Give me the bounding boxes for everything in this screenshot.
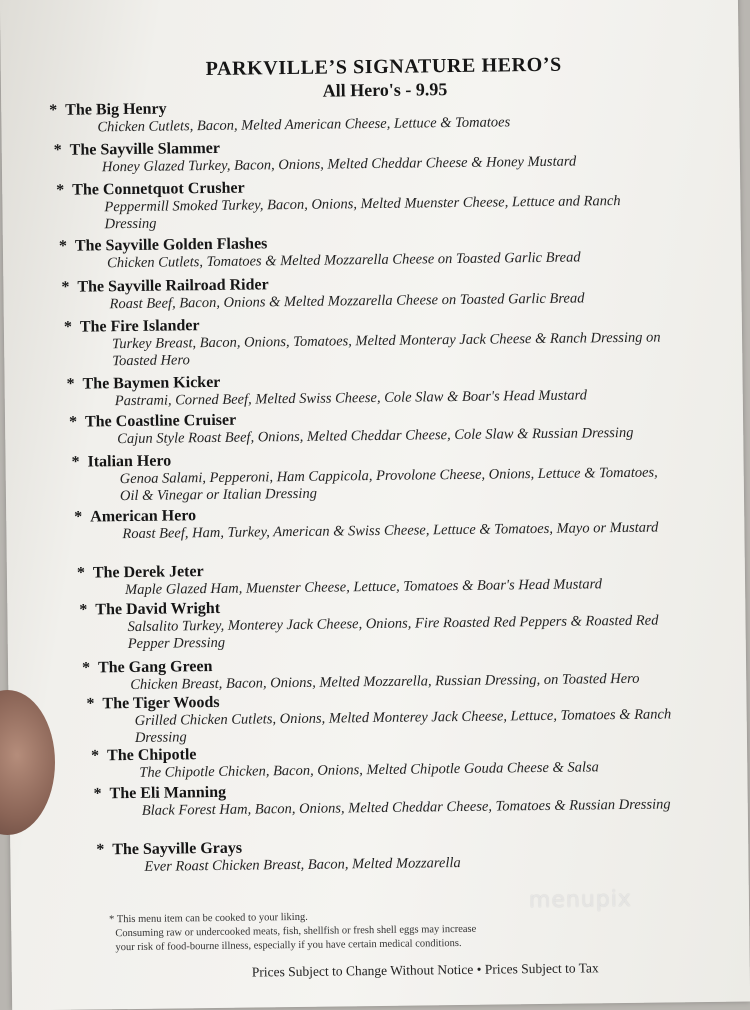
menu-item-description: Peppermill Smoked Turkey, Bacon, Onions, Melted Muenster Cheese, Lettuce and Ranch Dressing: [104, 192, 621, 233]
menu-notes: [109, 909, 476, 955]
menu-title: PARKVILLE’S SIGNATURE HERO’S: [205, 53, 562, 81]
menu-item-name: The Big Henry: [65, 100, 167, 119]
menu-item: [91, 740, 674, 782]
menu-item-name: The Gang Green: [97, 657, 213, 677]
menu-item-description: Black Forest Ham, Bacon, Onions, Melted Cheddar Cheese, Tomatoes & Russian Dressing: [141, 796, 671, 819]
asterisk-icon: *: [76, 564, 85, 582]
asterisk-icon: *: [68, 413, 78, 431]
menu-subtitle: All Hero's - 9.95: [322, 79, 448, 101]
menu-item-description: Chicken Cutlets, Bacon, Melted American Cheese, Lettuce & Tomatoes: [97, 114, 511, 136]
menu-item: [54, 134, 667, 176]
menu-item-description: Grilled Chicken Cutlets, Onions, Melted Monterey Jack Cheese, Lettuce, Tomatoes & Ranch Dressing: [134, 706, 672, 746]
menu-item: [74, 501, 671, 543]
menu-item-name: The David Wright: [95, 599, 221, 619]
menu-item-name: The Chipotle: [107, 746, 197, 765]
asterisk-icon: *: [58, 237, 68, 255]
menu-item-name: The Fire Islander: [79, 317, 200, 336]
menu-item-description: Roast Beef, Bacon, Onions & Melted Mozzarella Cheese on Toasted Garlic Bread: [109, 290, 585, 313]
asterisk-icon: *: [53, 141, 62, 159]
menu-item-name: The Baymen Kicker: [82, 373, 221, 393]
menu-item-name: The Sayville Grays: [112, 839, 243, 859]
note-line: * This menu item can be cooked to your liking.: [109, 911, 308, 926]
menu-item-description: Genoa Salami, Pepperoni, Ham Cappicola, Provolone Cheese, Onions, Lettuce & Tomatoes, Oil & Vinegar or Italian Dressing: [119, 464, 658, 505]
asterisk-icon: *: [71, 453, 80, 471]
asterisk-icon: *: [86, 695, 95, 713]
menu-item-name: The Sayville Slammer: [69, 139, 221, 159]
asterisk-icon: *: [66, 375, 75, 393]
menu-item-name: Italian Hero: [87, 452, 172, 471]
asterisk-icon: *: [63, 318, 72, 336]
menu-item-name: The Connetquot Crusher: [72, 179, 245, 199]
menu-item: [77, 557, 672, 599]
menu-item-description: Chicken Cutlets, Tomatoes & Melted Mozzarella Cheese on Toasted Garlic Bread: [107, 249, 581, 272]
note-line: your risk of food-bourne illness, especially if you have certain medical conditions.: [115, 937, 462, 954]
menu-item-name: The Sayville Railroad Rider: [77, 276, 269, 296]
asterisk-icon: *: [79, 601, 88, 619]
menu-item: [82, 652, 673, 694]
asterisk-icon: *: [81, 659, 91, 677]
menupix-watermark: menupix: [528, 886, 633, 914]
menu-item-description: Salsalito Turkey, Monterey Jack Cheese, Onions, Fire Roasted Red Peppers & Roasted Red Pepper Dressing: [127, 612, 659, 653]
menu-item-description: The Chipotle Chicken, Bacon, Onions, Melted Chipotle Gouda Cheese & Salsa: [139, 759, 599, 781]
menu-item-name: The Tiger Woods: [102, 693, 220, 713]
menu-item: [59, 230, 668, 272]
menu-item-description: Ever Roast Chicken Breast, Bacon, Melted Mozzarella: [144, 854, 461, 875]
menu-item: [96, 834, 675, 876]
asterisk-icon: *: [93, 785, 102, 803]
menu-item-name: The Sayville Golden Flashes: [74, 235, 268, 255]
menu-item: [49, 94, 666, 137]
menu-item-description: Turkey Breast, Bacon, Onions, Tomatoes, Melted Monteray Jack Cheese & Ranch Dressing on Toasted Hero: [112, 329, 661, 370]
menu-item-name: American Hero: [90, 507, 197, 526]
asterisk-icon: *: [61, 278, 70, 296]
menu-item-description: Pastrami, Corned Beef, Melted Swiss Cheese, Cole Slaw & Boar's Head Mustard: [114, 387, 588, 410]
menu-item-description: Maple Glazed Ham, Muenster Cheese, Lettuce, Tomatoes & Boar's Head Mustard: [125, 576, 603, 599]
menu-item-description: Roast Beef, Ham, Turkey, American & Swiss Cheese, Lettuce & Tomatoes, Mayo or Mustard: [122, 519, 659, 543]
menu-item: [71, 446, 671, 505]
asterisk-icon: *: [56, 181, 65, 199]
menu-item: [93, 778, 674, 820]
menu-item: [66, 368, 669, 410]
menu-item: [56, 174, 668, 233]
asterisk-icon: *: [91, 747, 100, 765]
menu-item-description: Chicken Breast, Bacon, Onions, Melted Mozzarella, Russian Dressing, on Toasted Hero: [130, 670, 640, 694]
note-line: Consuming raw or undercooked meats, fish, shellfish or fresh shell eggs may increase: [115, 923, 477, 940]
menu-item: [86, 688, 674, 747]
menu-item-description: Honey Glazed Turkey, Bacon, Onions, Melted Cheddar Cheese & Honey Mustard: [101, 153, 577, 176]
menu-item: [79, 594, 673, 653]
menu-item-name: The Coastline Cruiser: [84, 411, 237, 431]
asterisk-icon: *: [49, 101, 58, 119]
menu-item-description: Cajun Style Roast Beef, Onions, Melted Cheddar Cheese, Cole Slaw & Russian Dressing: [117, 424, 634, 448]
price-footer: Prices Subject to Change Without Notice • Prices Subject to Tax: [251, 960, 599, 980]
menu-item: [69, 406, 670, 448]
menu-item-name: The Eli Manning: [109, 783, 227, 803]
asterisk-icon: *: [96, 841, 105, 859]
menu-item: [64, 311, 670, 370]
menu-item: [61, 271, 668, 313]
asterisk-icon: *: [74, 508, 83, 526]
menu-item-name: The Derek Jeter: [92, 563, 204, 582]
